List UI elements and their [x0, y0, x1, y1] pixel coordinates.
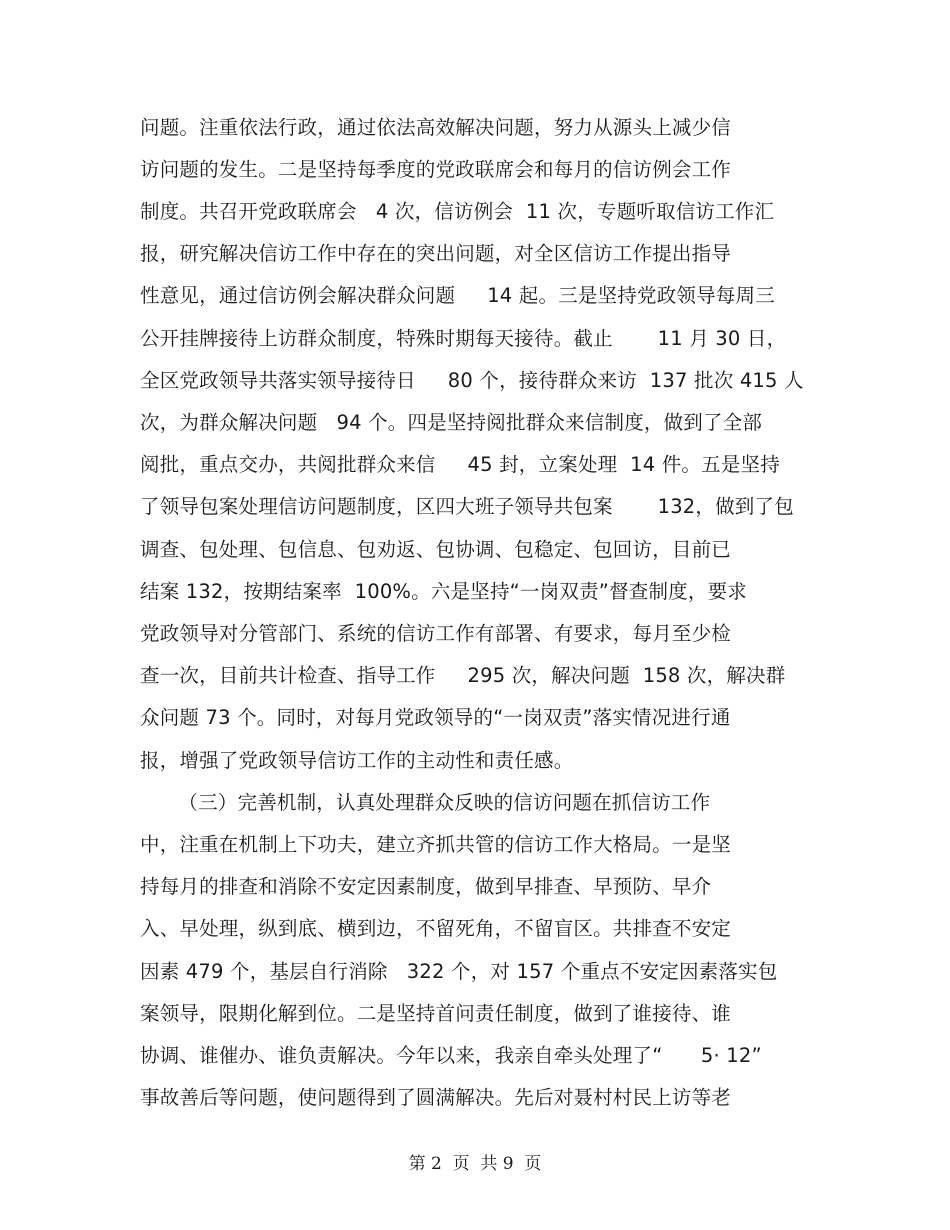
text-line: 问题。注重依法行政，通过依法高效解决问题，努力从源头上减少信	[140, 116, 732, 139]
section-heading-line: （三）完善机制，认真处理群众反映的信访问题在抓信访工作	[140, 791, 711, 814]
text-line: 协调、谁催办、谁负责解决。今年以来，我亲自牵头处理了“ 5· 12”	[140, 1044, 762, 1067]
text-line: 了领导包案处理信访问题制度，区四大班子领导共包案 132，做到了包	[140, 495, 794, 518]
text-line: 性意见，通过信访例会解决群众问题 14 起。三是坚持党政领导每周三	[140, 284, 775, 307]
text-line: 结案 132，按期结案率 100%。六是坚持“一岗双责”督查制度，要求	[140, 580, 747, 603]
text-line: 案领导，限期化解到位。二是坚持首问责任制度，做到了谁接待、谁	[140, 1002, 732, 1025]
text-line: 次，为群众解决问题 94 个。四是坚持阅批群众来信制度，做到了全部	[140, 411, 763, 434]
text-line: 报，增强了党政领导信访工作的主动性和责任感。	[140, 749, 574, 772]
text-line: 众问题 73 个。同时，对每月党政领导的“一岗双责”落实情况进行通	[140, 706, 731, 729]
text-line: 党政领导对分管部门、系统的信访工作有部署、有要求，每月至少检	[140, 622, 732, 645]
text-line: 公开挂牌接待上访群众制度，特殊时期每天接待。截止 11 月 30 日，	[140, 327, 787, 350]
text-line: 事故善后等问题，使问题得到了圆满解决。先后对聂村村民上访等老	[140, 1086, 732, 1109]
text-line: 报，研究解决信访工作中存在的突出问题，对全区信访工作提出指导	[140, 242, 732, 265]
page-number-footer: 第 2 页 共 9 页	[408, 1154, 542, 1174]
text-line: 中，注重在机制上下功夫，建立齐抓共管的信访工作大格局。一是坚	[140, 833, 732, 856]
text-line: 阅批，重点交办，共阅批群众来信 45 封，立案处理 14 件。五是坚持	[140, 453, 780, 476]
text-line: 调查、包处理、包信息、包劝返、包协调、包稳定、包回访，目前已	[140, 538, 732, 561]
text-line: 持每月的排查和消除不安定因素制度，做到早排查、早预防、早介	[140, 875, 712, 898]
text-line: 全区党政领导共落实领导接待日 80 个，接待群众来访 137 批次 415 人	[140, 369, 804, 392]
text-line: 制度。共召开党政联席会 4 次，信访例会 11 次，专题听取信访工作汇	[140, 200, 775, 223]
text-line: 查一次，目前共计检查、指导工作 295 次，解决问题 158 次，解决群	[140, 664, 786, 687]
text-line: 因素 479 个，基层自行消除 322 个，对 157 个重点不安定因素落实包	[140, 960, 778, 983]
text-line: 入、早处理，纵到底、横到边，不留死角，不留盲区。共排查不安定	[140, 917, 732, 940]
text-line: 访问题的发生。二是坚持每季度的党政联席会和每月的信访例会工作	[140, 158, 732, 181]
